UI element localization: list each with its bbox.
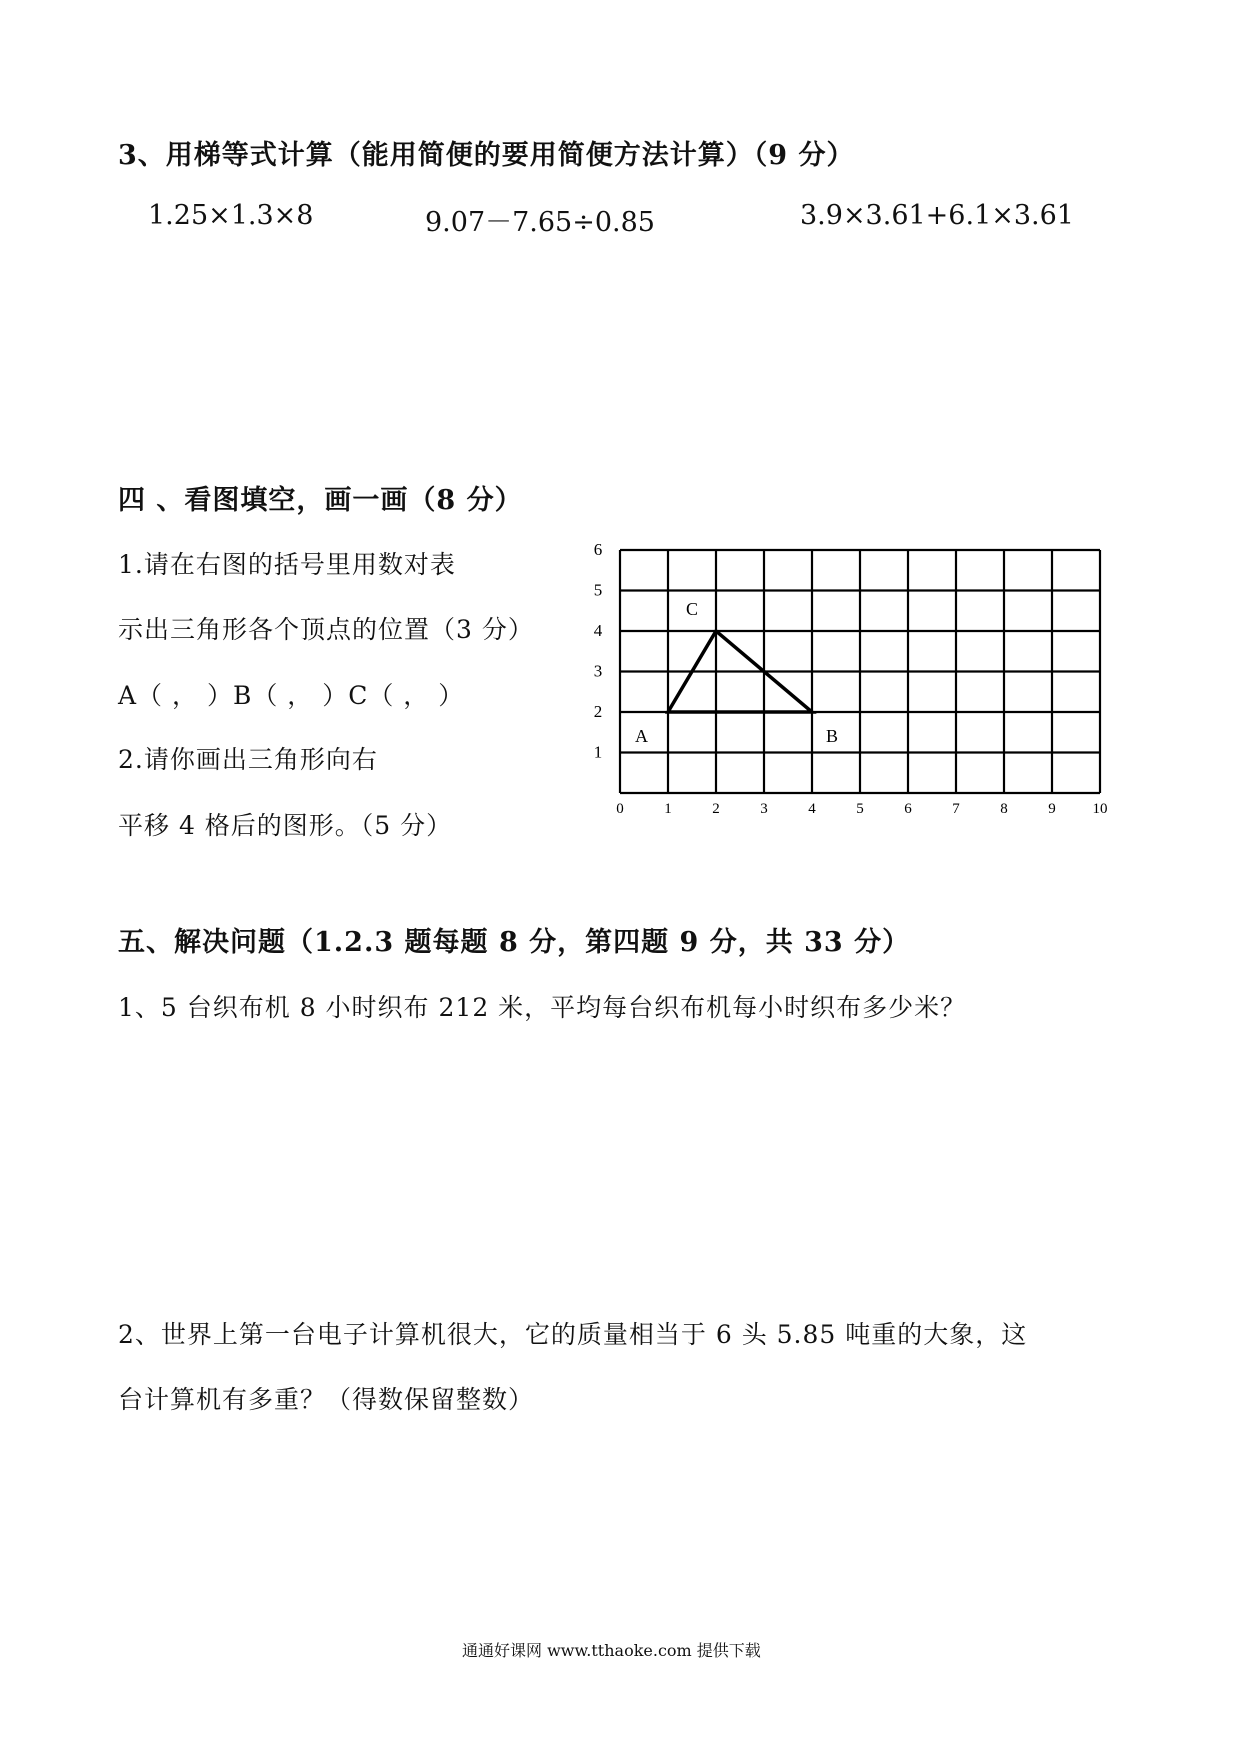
x-tick-label: 9	[1048, 801, 1056, 817]
x-tick-label: 0	[616, 801, 624, 817]
coordinate-grid	[570, 525, 1120, 825]
section5-q2-line1: 2、世界上第一台电子计算机很大，它的质量相当于 6 头 5.85 吨重的大象，这	[118, 1320, 1028, 1349]
y-tick-label: 1	[593, 742, 603, 762]
x-tick-label: 1	[664, 801, 672, 817]
x-tick-label: 4	[808, 801, 816, 817]
vertex-label-c: C	[686, 599, 699, 619]
expression-3: 3.9×3.61+6.1×3.61	[800, 200, 1074, 231]
vertex-label-a: A	[635, 726, 648, 746]
y-tick-label: 5	[593, 580, 603, 600]
x-tick-label: 7	[952, 801, 960, 817]
x-tick-label: 5	[856, 801, 864, 817]
footer-text: 通通好课网 www.tthaoke.com 提供下载	[462, 1641, 761, 1660]
section4-q1-answers: A（ ， ）B（ ， ）C（ ， ）	[118, 681, 465, 710]
section5-q2-line2: 台计算机有多重？（得数保留整数）	[118, 1385, 535, 1414]
y-tick-label: 2	[593, 702, 603, 721]
vertex-label-b: B	[826, 726, 839, 746]
section4-q1-line2: 示出三角形各个顶点的位置（3 分）	[118, 615, 534, 644]
section4-heading: 四 、看图填空，画一画（8 分）	[118, 485, 523, 516]
x-tick-label: 3	[760, 801, 768, 817]
x-tick-label: 6	[904, 801, 912, 817]
section4-q2-line1: 2.请你画出三角形向右	[118, 745, 378, 774]
x-tick-label: 2	[712, 801, 720, 817]
section3-heading: 3、用梯等式计算（能用简便的要用简便方法计算）（9 分）	[118, 140, 855, 171]
expression-2: 9.07－7.65÷0.85	[425, 207, 655, 238]
x-tick-label: 10	[1092, 801, 1108, 817]
section5-q1: 1、5 台织布机 8 小时织布 212 米，平均每台织布机每小时织布多少米？	[118, 993, 967, 1022]
x-tick-label: 8	[1000, 801, 1008, 817]
section4-q2-line2: 平移 4 格后的图形。（5 分）	[118, 811, 453, 840]
section5-heading: 五、解决问题（1.2.3 题每题 8 分，第四题 9 分，共 33 分）	[118, 927, 911, 958]
y-tick-label: 6	[593, 540, 603, 559]
y-tick-label: 4	[593, 621, 603, 640]
section4-q1-line1: 1.请在右图的括号里用数对表	[118, 550, 456, 579]
y-tick-label: 3	[593, 661, 603, 681]
expression-1: 1.25×1.3×8	[148, 200, 314, 231]
